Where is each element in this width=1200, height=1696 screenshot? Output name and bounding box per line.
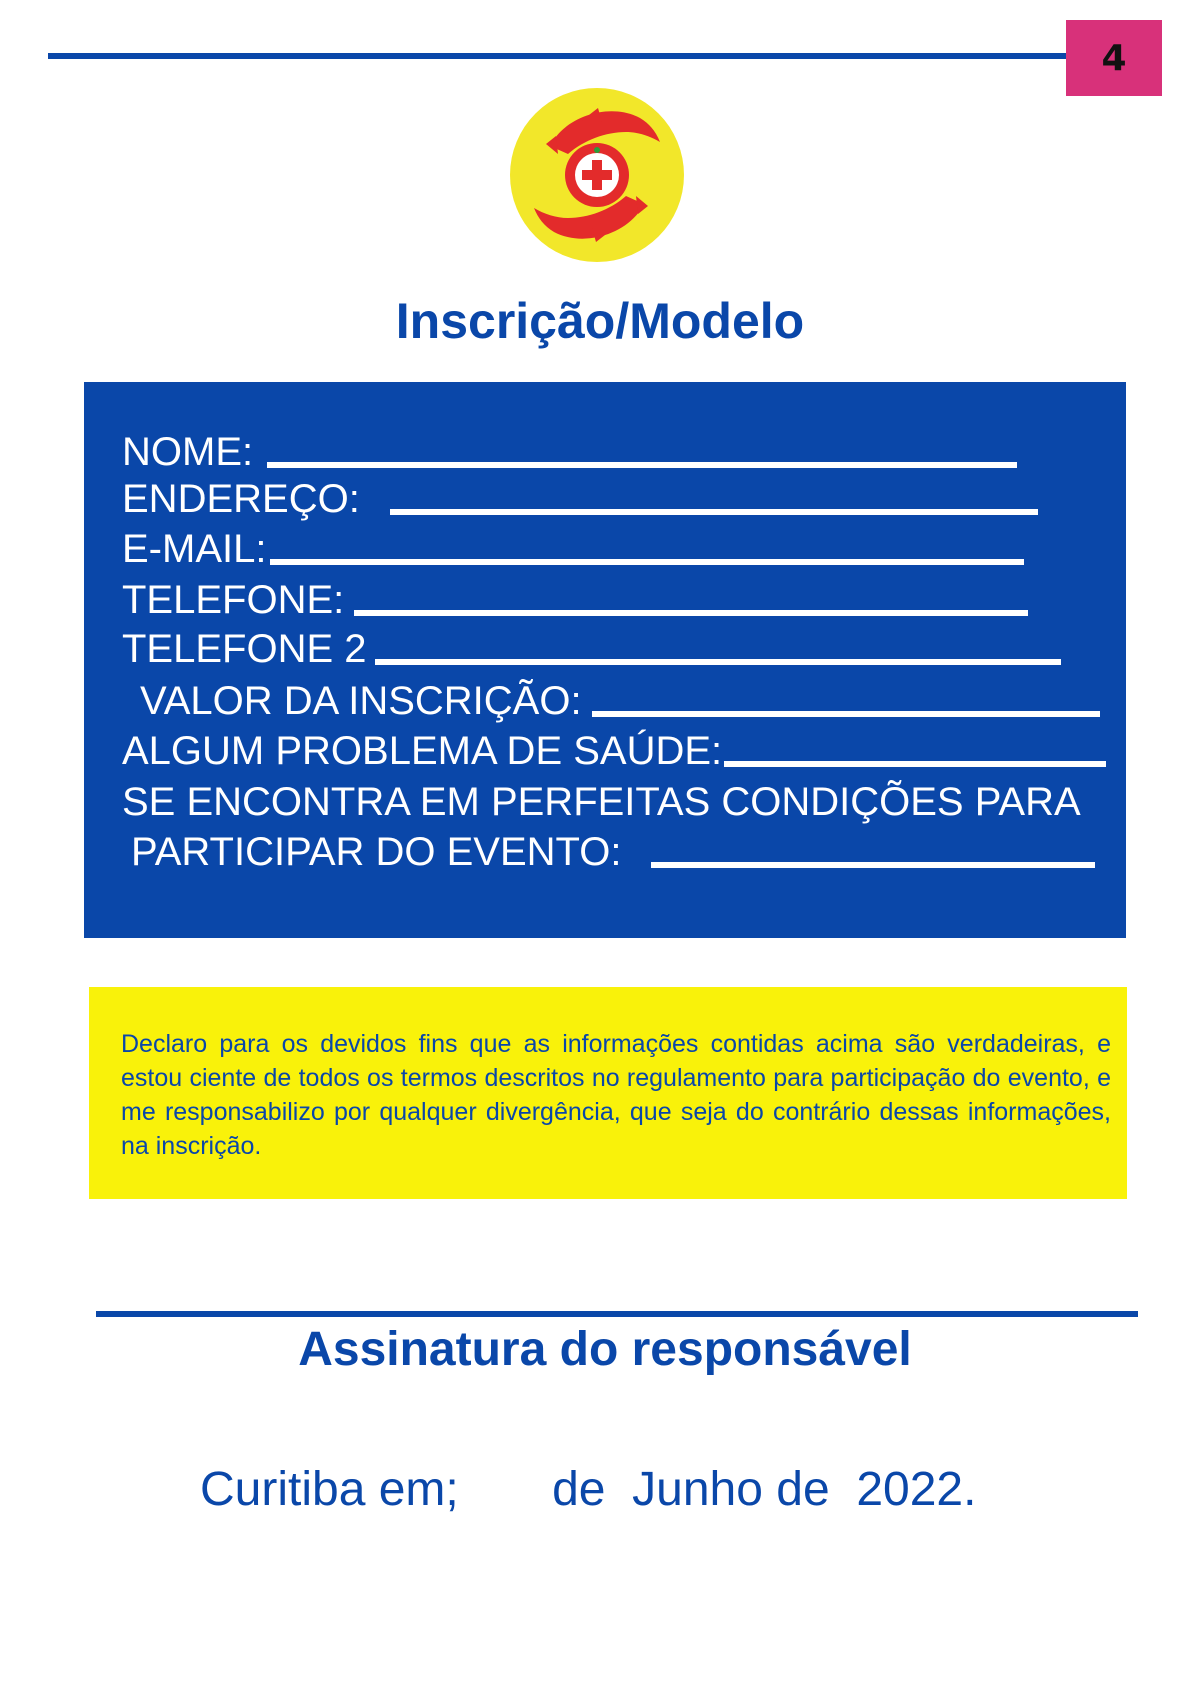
- form-field-endereco: [122, 475, 1038, 523]
- field-input-email[interactable]: [270, 559, 1024, 565]
- signature-label: Assinatura do responsável: [298, 1323, 912, 1376]
- field-input-participar-evento[interactable]: [651, 862, 1095, 868]
- field-input-endereco[interactable]: [390, 509, 1038, 515]
- registration-form: [84, 382, 1126, 938]
- page-number-badge: 4: [1066, 20, 1162, 96]
- signature-line[interactable]: [96, 1311, 1138, 1317]
- form-field-telefone-2: [122, 625, 1061, 673]
- form-field-problema-saude: [122, 727, 1106, 775]
- lifeguard-logo-icon: [510, 88, 684, 262]
- field-label-problema-saude: ALGUM PROBLEMA DE SAÚDE:: [122, 729, 723, 773]
- field-input-telefone-2[interactable]: [375, 659, 1061, 665]
- form-field-email: [122, 525, 1024, 573]
- field-input-valor-inscricao[interactable]: [592, 711, 1100, 717]
- field-label-nome: NOME:: [122, 430, 254, 474]
- field-input-problema-saude[interactable]: [724, 761, 1106, 767]
- field-label-condicoes-line1: SE ENCONTRA EM PERFEITAS CONDIÇÕES PARA: [122, 780, 1081, 824]
- top-divider: [48, 53, 1078, 59]
- field-input-nome[interactable]: [267, 462, 1017, 468]
- form-field-participar-evento: [131, 828, 1095, 876]
- declaration-text: Declaro para os devidos fins que as informações contidas acima são verdadeiras, e estou ciente de todos os termos descritos no regulamento para participação do evento, e me responsabilizo por qualquer divergência, que seja do contrário dessas informações, na inscrição.: [121, 1030, 1111, 1160]
- field-label-telefone: TELEFONE:: [122, 578, 345, 622]
- field-label-participar-evento: PARTICIPAR DO EVENTO:: [131, 830, 622, 874]
- field-label-endereco: ENDEREÇO:: [122, 477, 360, 521]
- page-title: Inscrição/Modelo: [395, 293, 805, 349]
- form-field-condicoes-line1: [122, 778, 1081, 826]
- declaration-box: [89, 987, 1127, 1199]
- field-input-telefone[interactable]: [354, 610, 1028, 616]
- field-label-email: E-MAIL:: [122, 527, 267, 571]
- field-label-valor-inscricao: VALOR DA INSCRIÇÃO:: [140, 679, 582, 723]
- form-field-telefone: [122, 576, 1028, 624]
- form-field-nome: [122, 428, 1017, 476]
- date-line: Curitiba em; de Junho de 2022.: [200, 1463, 977, 1516]
- field-label-telefone-2: TELEFONE 2: [122, 627, 367, 671]
- form-field-valor-inscricao: [140, 677, 1100, 725]
